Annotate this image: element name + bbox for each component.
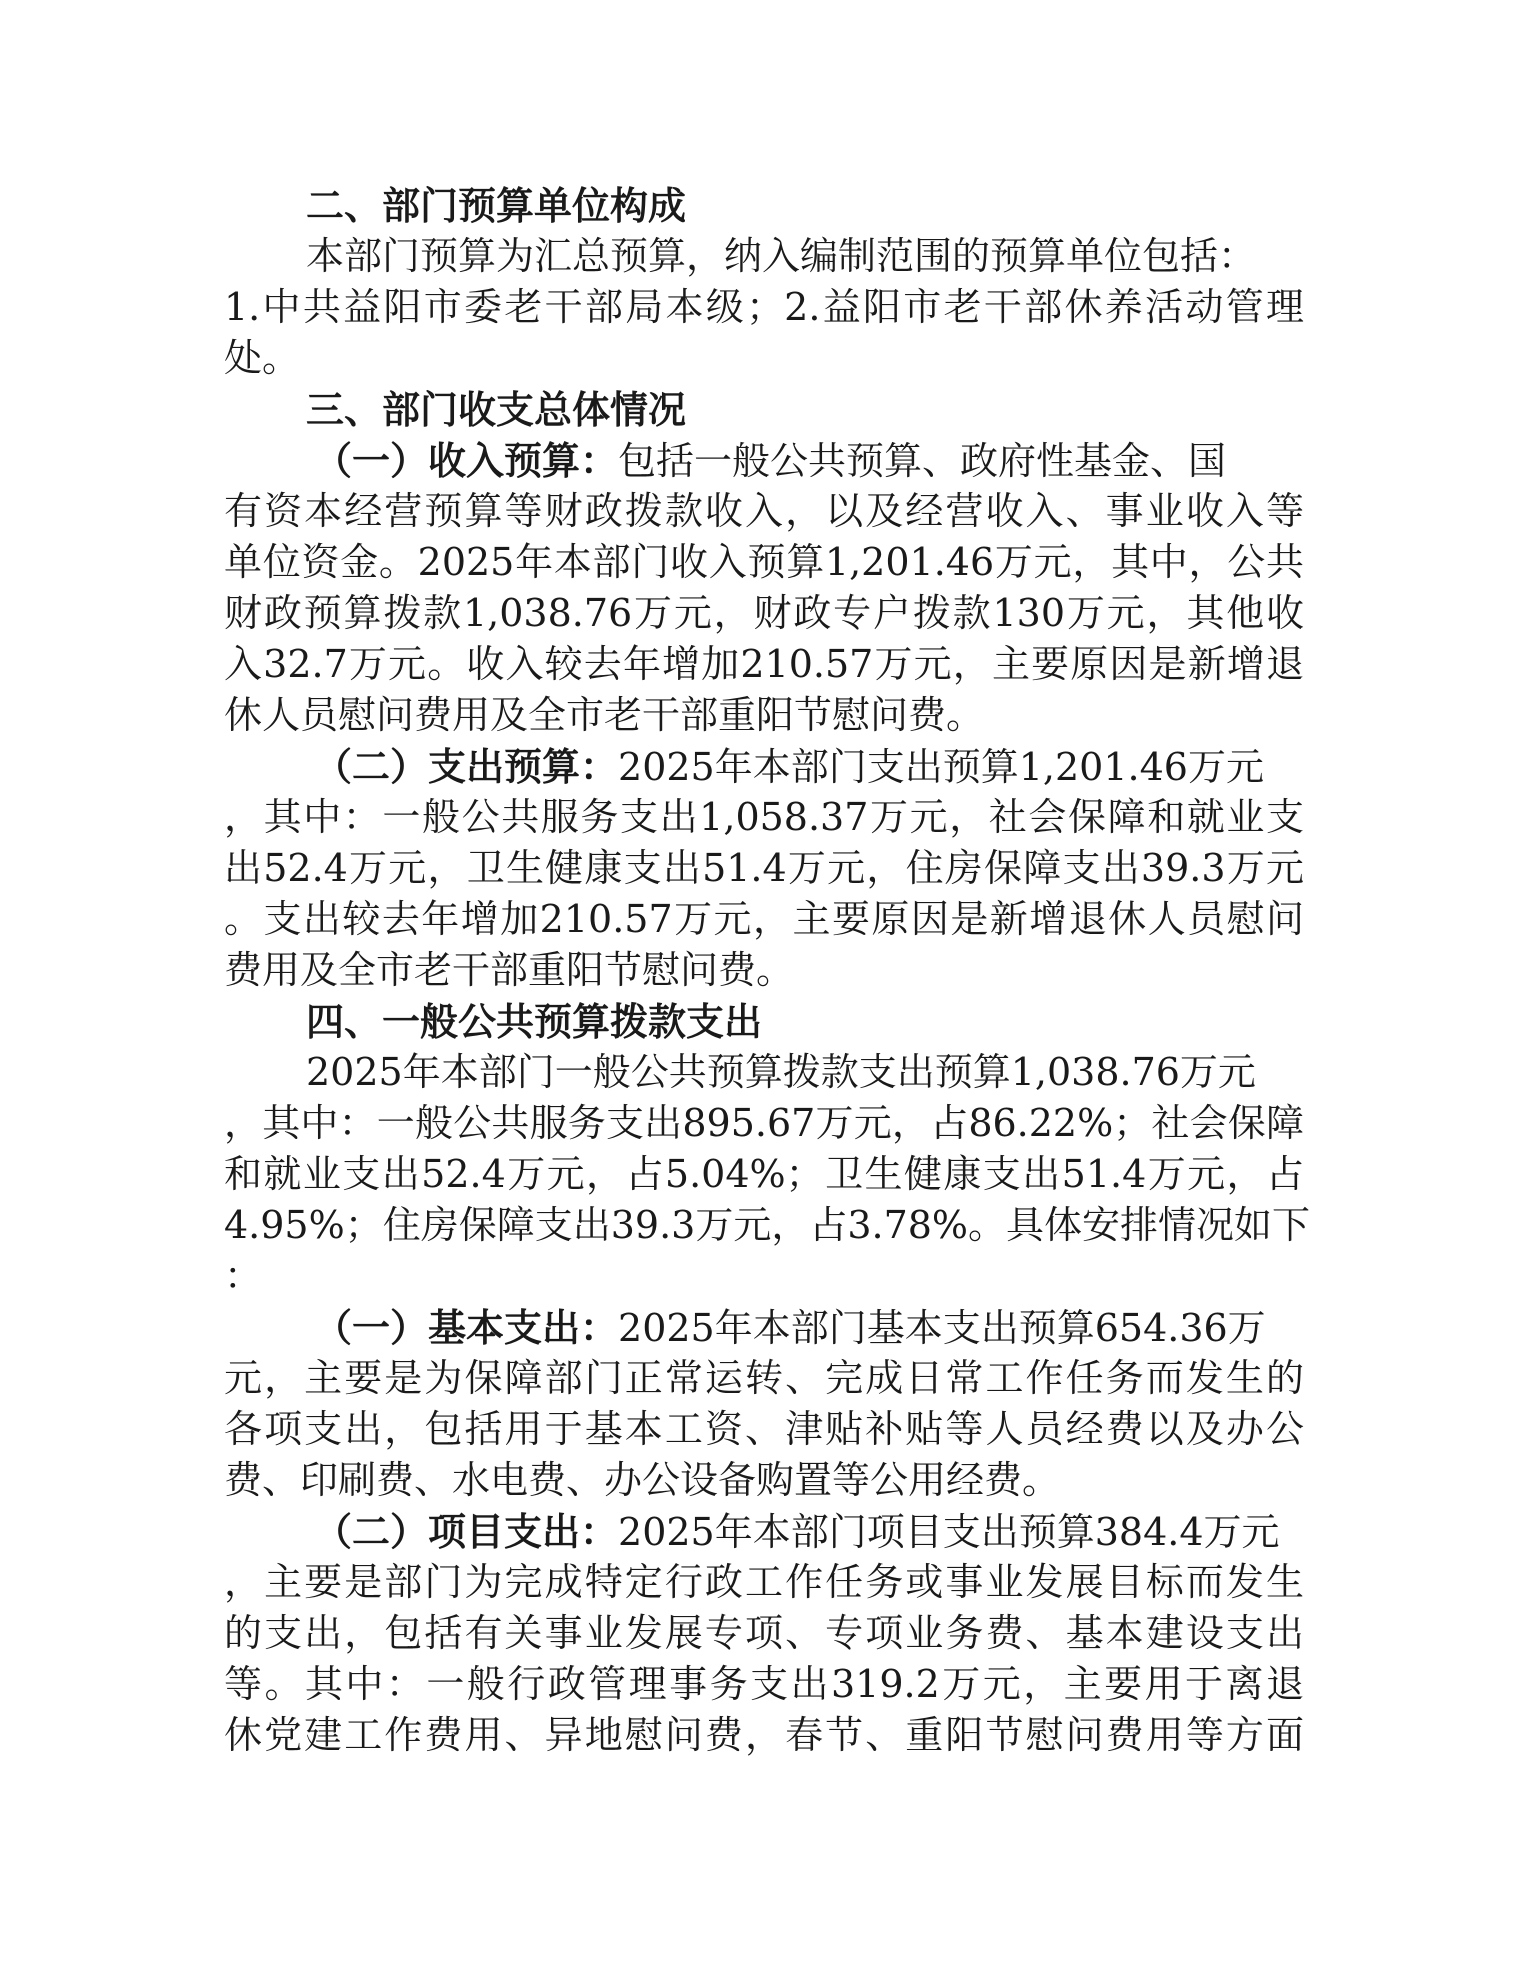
section-4-line-2: ，其中：一般公共服务支出895.67万元，占86.22%；社会保障 [224, 1101, 1304, 1145]
section-3a-line-6: 休人员慰问费用及全市老干部重阳节慰问费。 [224, 693, 985, 737]
section-4b-text: 2025年本部门项目支出预算384.4万元 [618, 1510, 1280, 1554]
section-2-line-3: 处。 [224, 336, 301, 380]
section-3b-line-3: 出52.4万元，卫生健康支出51.4万元，住房保障支出39.3万元 [224, 846, 1304, 890]
section-2-line-1: 本部门预算为汇总预算，纳入编制范围的预算单位包括： [306, 234, 1257, 278]
section-3a-line-2: 有资本经营预算等财政拨款收入，以及经营收入、事业收入等 [224, 489, 1304, 533]
section-3b-title: （二）支出预算： [314, 744, 619, 789]
section-4b-line-4: 等。其中：一般行政管理事务支出319.2万元，主要用于离退 [224, 1662, 1304, 1706]
section-2-line-2: 1.中共益阳市委老干部局本级；2.益阳市老干部休养活动管理 [224, 285, 1304, 329]
section-4a-line-1 [224, 1302, 1304, 1353]
section-4a-text: 2025年本部门基本支出预算654.36万 [618, 1306, 1266, 1350]
section-4-line-5: ： [224, 1254, 263, 1298]
section-4a-line-4: 费、印刷费、水电费、办公设备购置等公用经费。 [224, 1458, 1061, 1502]
section-4b-line-5: 休党建工作费用、异地慰问费，春节、重阳节慰问费用等方面 [224, 1713, 1304, 1757]
section-3b-line-4: 。支出较去年增加210.57万元，主要原因是新增退休人员慰问 [224, 897, 1304, 941]
section-3b-text: 2025年本部门支出预算1,201.46万元 [618, 745, 1264, 789]
document-page [224, 180, 1311, 1761]
section-3a-title: （一）收入预算： [314, 438, 619, 483]
section-3a-line-1 [224, 435, 1304, 486]
section-3-heading: 三、部门收支总体情况 [306, 387, 687, 432]
section-3a-line-4: 财政预算拨款1,038.76万元，财政专户拨款130万元，其他收 [224, 591, 1304, 635]
section-3a-line-3: 单位资金。2025年本部门收入预算1,201.46万元，其中，公共 [224, 540, 1304, 584]
section-3a-text: 包括一般公共预算、政府性基金、国 [618, 439, 1227, 483]
section-4-line-1: 2025年本部门一般公共预算拨款支出预算1,038.76万元 [306, 1050, 1256, 1094]
section-3b-line-1 [224, 741, 1304, 792]
section-4-heading: 四、一般公共预算拨款支出 [306, 999, 763, 1044]
section-4a-line-2: 元，主要是为保障部门正常运转、完成日常工作任务而发生的 [224, 1356, 1304, 1400]
section-4a-line-3: 各项支出，包括用于基本工资、津贴补贴等人员经费以及办公 [224, 1407, 1304, 1451]
section-3b-line-5: 费用及全市老干部重阳节慰问费。 [224, 948, 795, 992]
section-3b-line-2: ，其中：一般公共服务支出1,058.37万元，社会保障和就业支 [224, 795, 1304, 839]
section-2-heading: 二、部门预算单位构成 [306, 183, 687, 228]
section-4-line-4: 4.95%；住房保障支出39.3万元，占3.78%。具体安排情况如下 [224, 1203, 1311, 1247]
section-4b-title: （二）项目支出： [314, 1509, 619, 1554]
section-4-line-3: 和就业支出52.4万元，占5.04%；卫生健康支出51.4万元，占 [224, 1152, 1304, 1196]
section-4b-line-1 [224, 1506, 1304, 1557]
section-4a-title: （一）基本支出： [314, 1305, 619, 1350]
section-4b-line-3: 的支出，包括有关事业发展专项、专项业务费、基本建设支出 [224, 1611, 1304, 1655]
section-4b-line-2: ，主要是部门为完成特定行政工作任务或事业发展目标而发生 [224, 1560, 1304, 1604]
section-3a-line-5: 入32.7万元。收入较去年增加210.57万元，主要原因是新增退 [224, 642, 1304, 686]
